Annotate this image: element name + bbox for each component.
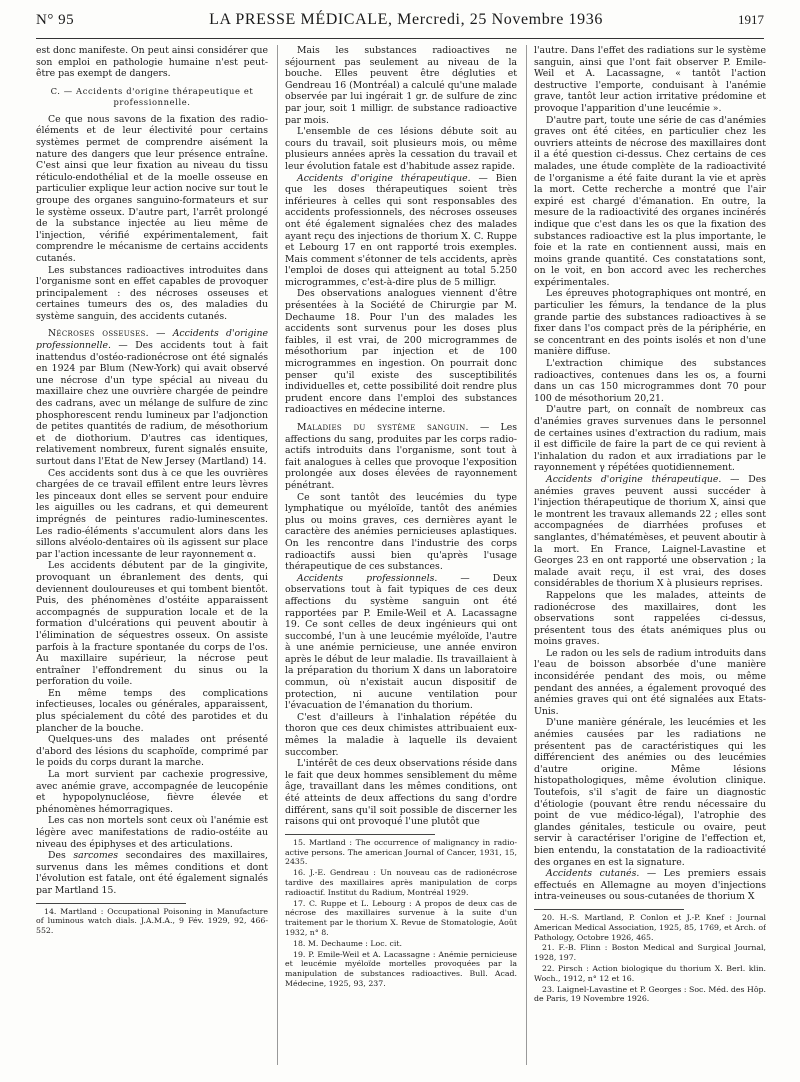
paragraph: Les cas non mortels sont ceux où l'anémie est légère avec manifestations de radio-ostéite au niveau des épiphyses et des articulations. <box>36 815 268 850</box>
paragraph: La mort survient par cachexie progressive, avec anémie grave, accompagnée de leucopénie et hypopolynucléose, fièvre élevée et phénomènes hémorragiques. <box>36 769 268 815</box>
paragraph: Le radon ou les sels de radium introduits dans l'eau de boisson absorbée d'une manière inconsidérée pendant des mois, ou même pendant des années, a également provoqué des anémies graves qui ont été signalées aux Etats-Unis. <box>534 647 766 717</box>
paragraph: En même temps des complications infectieuses, locales ou générales, apparaissent, plus spécialement du côté des parotides et du plancher de la bouche. <box>36 687 268 734</box>
footnote: 23. Laignel-Lavastine et P. Georges : Soc. Méd. des Hôp. de Paris, 19 Novembre 1926. <box>534 984 766 1004</box>
paragraph: L'ensemble de ces lésions débute soit au cours du travail, soit plusieurs mois, ou même plusieurs années après la cessation du travail et leur évolution fatale est d'habitude assez rapide. <box>285 126 517 172</box>
paragraph <box>36 850 268 896</box>
paragraph: Les substances radioactives introduites dans l'organisme sont en effet capables de provoquer principalement : des nécroses osseuses et certaines tumeurs des os, des maladies du système sanguin, des accidents cutanés. <box>36 264 268 322</box>
paragraph: Les accidents débutent par de la gingivite, provoquant un ébranlement des dents, qui deviennent douloureuses et qui tombent bientôt. Puis, des phénomènes d'ostéite apparaissent accompagnés de suppuration locale et de la formation d'ulcérations qui peuvent aboutir à l'élimination de séquestres osseux. On assiste parfois à la fracture spontanée du corps de l'os. Au maxillaire supérieur, la nécrose peut entraîner l'effondrement du sinus ou la perforation du voile. <box>36 560 268 688</box>
running-header <box>36 11 764 36</box>
footnote: 19. P. Emile-Weil et A. Lacassagne : Anémie pernicieuse et leucémie myéloïde mortelles provoquées par la manipulation de substances radioactives. Bull. Acad. Médecine, 1925, 93, 237. <box>285 949 517 988</box>
journal-title: LA PRESSE MÉDICALE, Mercredi, 25 Novembre 1936 <box>209 11 603 28</box>
header-rule <box>36 38 764 39</box>
footnote: 18. M. Dechaume : Loc. cit. <box>293 938 403 948</box>
paragraph: Ce sont tantôt des leucémies du type lymphatique ou myéloïde, tantôt des anémies plus ou moins graves, ces dernières ayant le caractère des anémies pernicieuses aplastiques. On les rencontre dans l'industrie des corps radioactifs aussi bien qu'après l'usage thérapeutique de ces substances. <box>285 491 517 573</box>
subsection-lead: Nécroses osseuses. <box>48 328 149 340</box>
subsection-title: Accidents d'origine thérapeutique. <box>297 172 471 184</box>
footnote: 17. C. Ruppe et L. Lebourg : A propos de deux cas de nécrose des maxillaires survenue à la suite d'un traitement par le thorium X. Revue de Stomatologie, Août 1932, n° 8. <box>285 898 517 937</box>
paragraph: Mais les substances radioactives ne séjournent pas seulement au niveau de la bouche. Elles peuvent être dégluties et Gendreau 16 (Montréal) a calculé qu'une malade observée par lui ingérait 1 gr. de sulfure de zinc par jour, soit 1 milligr. de substance radioactive par mois. <box>285 45 517 126</box>
paragraph: Quelques-uns des malades ont présenté d'abord des lésions du scaphoïde, comprimé par le poids du corps durant la marche. <box>36 734 268 769</box>
article-body <box>36 45 766 1065</box>
paragraph: L'extraction chimique des substances radioactives, contenues dans les os, a fourni dans un cas 150 microgrammes dont 70 pour 100 de mésothorium 20,21. <box>534 358 766 404</box>
subsection-title: Accidents d'origine thérapeutique. <box>546 473 722 485</box>
paragraph: Rappelons que les malades, atteints de radionécrose des maxillaires, dont les observations sont rappelées ci-dessus, présentent tous des états anémiques plus ou moins graves. <box>534 589 766 648</box>
paragraph <box>534 868 766 903</box>
paragraph-text: Des <box>48 850 66 862</box>
paragraph: est donc manifeste. On peut ainsi considérer que son emploi en pathologie humaine n'est peut-être pas exempt de dangers. <box>36 45 268 80</box>
column-3 <box>534 45 766 1065</box>
paragraph-text: — Des anémies graves peuvent aussi succéder à l'injection thérapeutique de thorium X, ainsi que le montrent les travaux allemands 22 ; elles sont accompagnées de diarrhées profuses et sanglantes, d'hématémèses, et peuvent aboutir à la mort. En France, Laignel-Lavastine et Georges 23 en ont rapporté une observation ; la malade avait reçu, il est vrai, des doses considérables de thorium X à plusieurs reprises. <box>534 473 766 590</box>
paragraph: D'autre part, toute une série de cas d'anémies graves ont été citées, en particulier chez les ouvriers atteints de nécrose des maxillaires dont il a été question ci-dessus. Chez certains de ces malades, une étude complète de la radioactivité de l'organisme a été faite durant la vie et après la mort. Cette recherche a montré que l'air expiré est chargé d'émanation. En outre, la mesure de la radioactivité des organes incinérés indique que c'est dans les os que la fixation des substances radioactive est la plus importante, le foie et la rate en contiennent aussi, mais en moins grande quantité. Ces constatations sont, on le voit, en bon accord avec les recherches expérimentales. <box>534 114 766 288</box>
paragraph-text: — Des accidents tout à fait inattendus d'ostéo-radionécrose ont été signalés en 1924 par Blum (New-York) qui avait observé une nécrose d'un type spécial au niveau du maxillaire chez une ouvrière chargée de peindre des cadrans, avec un mélange de sulfure de zinc phosphorescent rendu lumineux par l'adjonction de petites quantités de radium, de mésothorium et de diothorium. D'autres cas identiques, relativement nombreux, furent signalés ensuite, surtout dans l'Etat de New Jersey (Martland) 14. <box>36 340 268 467</box>
subsection-title: Accidents professionnels. <box>297 572 438 584</box>
paragraph: L'intérêt de ces deux observations réside dans le fait que deux hommes sensiblement du même âge, travaillant dans les mêmes conditions, ont été atteints de deux affections du sang d'ordre différent, sans qu'il soit possible de discerner les raisons qui ont provoqué l'une plutôt que <box>285 758 517 828</box>
paragraph: D'autre part, on connaît de nombreux cas d'anémies graves survenues dans le personnel de certaines usines d'extraction du radium, mais il est difficile de faire la part de ce qui revient à l'inhalation du radon et aux irradiations par le rayonnement γ répétées quotidiennement. <box>534 404 766 474</box>
column-2 <box>285 45 517 1065</box>
paragraph: D'une manière générale, les leucémies et les anémies causées par les radiations ne présentent pas de caractéristiques qui les différencient des anémies ou des leucémies d'autre origine. Même lésions histopathologiques, même évolution clinique. Toutefois, s'il s'agit de faire un diagnostic d'étiologie (pouvant être rendu nécessaire du point de vue médico-légal), l'atrophie des glandes génitales, testicule ou ovaire, peut servir à caractériser l'origine de l'effection et, bien entendu, la constatation de la radioactivité des organes en est la signature. <box>534 717 766 868</box>
footnote: 14. Martland : Occupational Poisoning in Manufacture of luminous watch dials. J.A.M.A., 9 Fév. 1929, 92, 466-552. <box>36 906 268 936</box>
section-heading: C. — Accidents d'origine thérapeutique et professionnelle. <box>50 85 254 107</box>
paragraph <box>285 173 517 289</box>
page-folio: 1917 <box>738 12 764 27</box>
footnote: 21. F.-B. Flinn : Boston Medical and Surgical Journal, 1928, 197. <box>534 943 766 963</box>
paragraph-text: — Deux observations tout à fait typiques de ces deux affections du système sanguin ont été rapportées par P. Emile-Weil et A. Lacassagne 19. Ce sont celles de deux ingénieurs qui ont succombé, l'un à une leucémie myéloïde, l'autre à une anémie pernicieuse, une année environ après le début de leur maladie. Ils travaillaient à la préparation du thorium X dans un laboratoire commun, où n'existait aucun dispositif de protection, ni aucune ventilation pour l'évacuation de l'émanation du thorium. <box>285 572 517 712</box>
issue-number: N° 95 <box>36 12 75 28</box>
paragraph: Les épreuves photographiques ont montré, en particulier les fémurs, la tendance de la plus grande partie des substances radioactives à se fixer dans l'os compact près de la périphérie, en se concentrant en des points isolés et non d'une manière diffuse. <box>534 288 766 358</box>
paragraph: Des observations analogues viennent d'être présentées à la Société de Chirurgie par M. Dechaume 18. Pour l'un des malades les accidents sont survenus pour les doses plus faibles, il est vrai, de 200 microgrammes de mésothorium par injection et de 100 microgrammes en ingestion. On pourrait donc penser qu'il existe des susceptibilités individuelles et, cette possibilité doit rendre plus prudent encore dans l'emploi des substances radioactives en médecine interne. <box>285 288 517 416</box>
paragraph <box>285 422 517 492</box>
paragraph-text: secondaires des maxillaires, survenus dans les mêmes conditions et dont l'évolution est fatale, ont été également signalés par Martland 15. <box>36 850 268 896</box>
subsection-title: Accidents d'origine professionnelle. <box>36 328 268 352</box>
paragraph: Nécroses osseuses. — Accidents d'origine professionnelle. — Des accidents tout à fait inattendus d'ostéo-radionécrose ont été signalés en 1924 par Blum (New-York) qui avait observé une nécrose d'un type spécial au niveau du maxillaire chez une ouvrière chargée de peindre des cadrans, avec un mélange de sulfure de zinc phosphorescent rendu lumineux par l'adjonction de petites quantités de radium, de mésothorium et de diothorium. D'autres cas identiques, relativement nombreux, furent signalés ensuite, surtout dans l'Etat de New Jersey (Martland) 14. <box>36 328 268 467</box>
paragraph-text: — Les affections du sang, produites par les corps radio-actifs introduits dans l'organisme, sont tout à fait analogues à celles que provoque l'exposition prolongée aux doses élevées de rayonnement pénétrant. <box>285 422 517 491</box>
footnote: 20. H.-S. Martland, P. Conlon et J.-P. Knef : Journal American Medical Association, 1925, 85, 1769, et Arch. of Pathology, Octobre 1926, 465. <box>534 912 766 942</box>
paragraph <box>285 573 517 712</box>
paragraph-text: — Les premiers essais effectués en Allemagne au moyen d'injections intra-veineuses ou sous-cutanées de thorium X <box>534 868 766 903</box>
italic-term: sarcomes <box>73 850 118 862</box>
paragraph: C'est d'ailleurs à l'inhalation répétée du thoron que ces deux chimistes attribuaient eux-mêmes la maladie à laquelle ils devaient succomber. <box>285 711 517 758</box>
paragraph <box>534 474 766 590</box>
paragraph: Ces accidents sont dus à ce que les ouvrières chargées de ce travail effilent entre leurs lèvres les pinceaux dont elles se servent pour enduire les aiguilles ou les cadrans, et qui demeurent imprégnés de peintures radio-luminescentes. Les radio-éléments s'accumulent alors dans les sillons alvéolo-dentaires où ils agissent sur place par l'action incessante de leur rayonnement α. <box>36 467 268 560</box>
footnote: 16. J.-E. Gendreau : Un nouveau cas de radionécrose tardive des maxillaires après manipulation de corps radioactif. Institut du Radium, Montréal 1929. <box>285 868 517 897</box>
column-1 <box>36 45 268 1065</box>
column-divider <box>277 45 278 1065</box>
paragraph: l'autre. Dans l'effet des radiations sur le système sanguin, ainsi que l'ont fait observer P. Emile-Weil et A. Lacassagne, « tantôt l'action destructive l'emporte, conduisant à l'anémie grave, tantôt leur action irritative prédomine et provoque l'apparition d'une leucémie ». <box>534 45 766 114</box>
footnote: 22. Pirsch : Action biologique du thorium X. Berl. klin. Woch., 1912, n° 12 et 16. <box>534 963 766 983</box>
paragraph: Ce que nous savons de la fixation des radio-éléments et de leur électivité pour certains systèmes permet de comprendre aisément la nature des dangers que leur présence entraîne. C'est ainsi que leur fixation au niveau du tissu réticulo-endothélial et de la moelle osseuse en particulier explique leur action nocive sur tout le groupe des organes sanguino-formateurs et sur le système osseux. D'autre part, l'arrêt prolongé de la substance injectée au lieu même de l'injection, vérifié expérimentalement, fait comprendre le mécanisme de certains accidents cutanés. <box>36 113 268 264</box>
footnote: 15. Martland : The occurrence of malignancy in radio-active persons. The american Journal of Cancer, 1931, 15, 2435. <box>285 837 517 867</box>
column-divider <box>526 45 527 1065</box>
paragraph-text: — Bien que les doses thérapeutiques soient très inférieures à celles qui sont responsables des accidents professionnels, des nécroses osseuses ont été également signalées chez des malades ayant reçu des injections de thorium X. C. Ruppe et Lebourg 17 en ont rapporté trois exemples. Mais comment s'étonner de tels accidents, après l'emploi de doses qui atteignent au total 5.250 microgrammes, c'est-à-dire plus de 5 milligr. <box>285 172 517 288</box>
subsection-lead: Maladies du système sanguin. <box>297 422 469 433</box>
subsection-title: Accidents cutanés. <box>546 868 640 880</box>
